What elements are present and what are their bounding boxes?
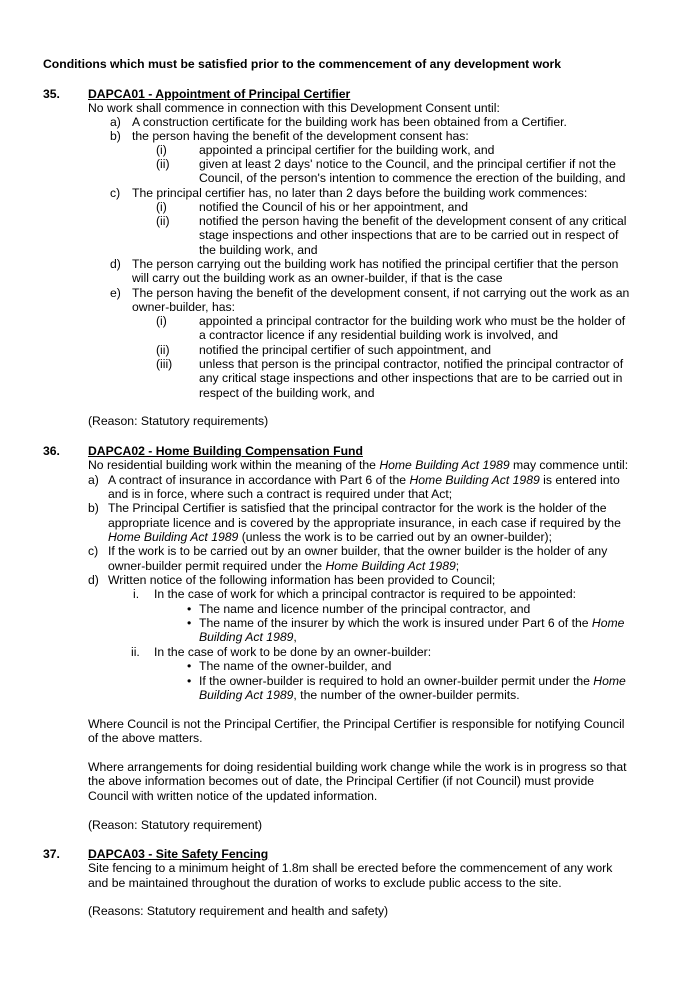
sublist-item: given at least 2 days' notice to the Council, and the principal certifier if not the (199, 157, 616, 171)
sublist-item: appointed a principal certifier for the building work, and (199, 143, 495, 157)
sublist-label: (ii) (156, 214, 170, 228)
paragraph-cont: of the above matters. (88, 731, 203, 745)
sublist-item: notified the principal certifier of such appointment, and (199, 343, 491, 357)
bullet-item: The name and licence number of the principal contractor, and (199, 602, 531, 616)
condition-intro: No residential building work within the meaning of the Home Building Act 1989 may commence until: (88, 458, 629, 472)
sublist-item: notified the person having the benefit of the development consent of any critical (199, 214, 627, 228)
sublist-item-cont: a contractor licence if any residential building work is involved, and (199, 328, 559, 342)
reason-text: (Reason: Statutory requirements) (88, 414, 269, 428)
sublist-label: (iii) (156, 357, 173, 371)
sublist-label: (i) (156, 143, 167, 157)
sublist-label: (ii) (156, 343, 170, 357)
bullet-item: The name of the owner-builder, and (199, 659, 392, 673)
list-item: If the work is to be carried out by an owner builder, that the owner builder is the holder of any (108, 544, 608, 558)
bullet-item: The name of the insurer by which the work is insured under Part 6 of the Home (199, 616, 625, 630)
bullet-icon: • (187, 674, 192, 688)
list-label: a) (110, 115, 121, 129)
list-item: The person having the benefit of the development consent, if not carrying out the work as an (132, 286, 630, 300)
list-item: the person having the benefit of the development consent has: (132, 129, 469, 143)
condition-title: DAPCA01 - Appointment of Principal Certifier (88, 87, 351, 101)
condition-title: DAPCA03 - Site Safety Fencing (88, 847, 269, 861)
sublist-label: i. (133, 587, 140, 601)
sublist-item-cont: respect of the building work, and (199, 386, 375, 400)
sublist-label: ii. (131, 645, 140, 659)
sublist-item-cont: any critical stage inspections and other inspections that are to be carried out in (199, 371, 623, 385)
list-item: A contract of insurance in accordance with Part 6 of the Home Building Act 1989 is entered into (108, 473, 620, 487)
reason-text: (Reason: Statutory requirement) (88, 818, 263, 832)
sublist-item: appointed a principal contractor for the building work who must be the holder of (199, 314, 626, 328)
condition-title: DAPCA02 - Home Building Compensation Fund (88, 444, 363, 458)
sublist-item-cont: stage inspections and other inspections that are to be carried out in respect of (199, 228, 619, 242)
sublist-label: (i) (156, 314, 167, 328)
sublist-item: In the case of work to be done by an owner-builder: (154, 645, 432, 659)
paragraph: Where arrangements for doing residential building work change while the work is in progress so that (88, 760, 627, 774)
bullet-item: If the owner-builder is required to hold an owner-builder permit under the Home (199, 674, 626, 688)
list-item-cont: appropriate licence and is covered by the appropriate insurance, in each case if required by the (108, 516, 621, 530)
bullet-icon: • (187, 616, 192, 630)
bullet-icon: • (187, 602, 192, 616)
list-item: The Principal Certifier is satisfied that the principal contractor for the work is the holder of the (108, 501, 607, 515)
list-label: d) (110, 257, 121, 271)
list-item: The person carrying out the building work has notified the principal certifier that the person (132, 257, 619, 271)
list-item-cont: Home Building Act 1989 (unless the work is to be carried out by an owner-builder); (108, 530, 552, 544)
sublist-item-cont: Council, of the person's intention to commence the erection of the building, and (199, 171, 626, 185)
list-item-cont: and is in force, where such a contract is required under that Act; (108, 487, 453, 501)
paragraph-cont: and be maintained throughout the duration of works to exclude public access to the site. (88, 876, 562, 890)
sublist-label: (ii) (156, 157, 170, 171)
condition-number: 36. (43, 444, 60, 458)
list-label: c) (88, 544, 99, 558)
list-label: a) (88, 473, 99, 487)
list-label: b) (110, 129, 121, 143)
list-label: e) (110, 286, 121, 300)
list-item: The principal certifier has, no later than 2 days before the building work commences: (132, 186, 588, 200)
sublist-label: (i) (156, 200, 167, 214)
paragraph: Where Council is not the Principal Certifier, the Principal Certifier is responsible for notifying Council (88, 717, 625, 731)
list-item: A construction certificate for the building work has been obtained from a Certifier. (132, 115, 567, 129)
paragraph-cont: Council with written notice of the updated information. (88, 789, 378, 803)
reason-text: (Reasons: Statutory requirement and health and safety) (88, 904, 389, 918)
paragraph: Site fencing to a minimum height of 1.8m shall be erected before the commencement of any work (88, 861, 613, 875)
list-item: Written notice of the following information has been provided to Council; (108, 573, 496, 587)
list-item-cont: owner-builder permit required under the Home Building Act 1989; (108, 559, 460, 573)
list-label: b) (88, 501, 99, 515)
bullet-item-cont: Building Act 1989, the number of the owner-builder permits. (199, 688, 520, 702)
sublist-item: notified the Council of his or her appointment, and (199, 200, 468, 214)
sublist-item: In the case of work for which a principal contractor is required to be appointed: (154, 587, 577, 601)
sublist-item-cont: the building work, and (199, 243, 318, 257)
section-heading: Conditions which must be satisfied prior to the commencement of any development work (43, 57, 562, 71)
condition-intro: No work shall commence in connection with this Development Consent until: (88, 101, 500, 115)
condition-number: 35. (43, 87, 60, 101)
paragraph-cont: the above information becomes out of date, the Principal Certifier (if not Council) must provide (88, 774, 595, 788)
sublist-item: unless that person is the principal contractor, notified the principal contractor of (199, 357, 624, 371)
list-item-cont: will carry out the building work as an owner-builder, if that is the case (132, 271, 503, 285)
list-label: c) (110, 186, 121, 200)
list-item-cont: owner-builder, has: (132, 300, 235, 314)
bullet-icon: • (187, 659, 192, 673)
list-label: d) (88, 573, 99, 587)
bullet-item-cont: Building Act 1989, (199, 630, 297, 644)
condition-number: 37. (43, 847, 60, 861)
